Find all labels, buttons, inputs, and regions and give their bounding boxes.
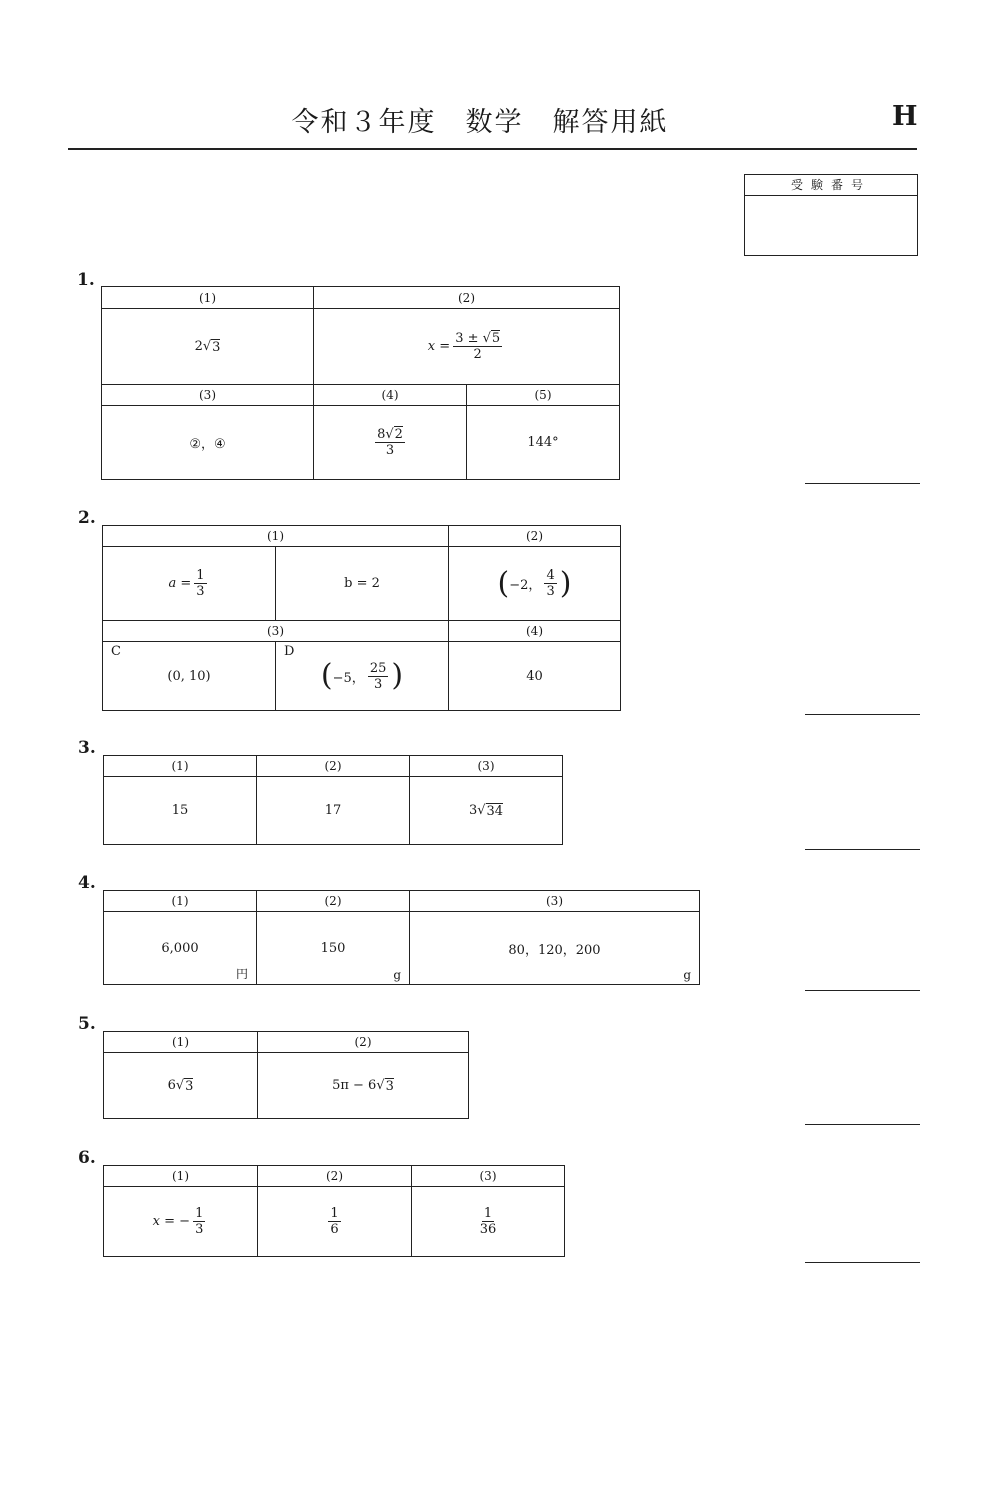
- q1-a4-num-pre: 8√: [377, 427, 394, 442]
- q4-a2-value: 150: [320, 940, 346, 956]
- q2-a2-x: −2，: [509, 578, 542, 593]
- q6-score-line[interactable]: [805, 1262, 920, 1263]
- q6-a1-eq: = −: [164, 1214, 191, 1229]
- q6-answer-1[interactable]: [103, 1186, 258, 1257]
- q2-answer-1b[interactable]: b = 2: [275, 546, 449, 621]
- q3-score-line[interactable]: [805, 849, 920, 850]
- q2-header-1: (1): [102, 525, 449, 547]
- q2-a3-d-fraction: [368, 661, 389, 692]
- q1-header-1: (1): [101, 286, 314, 309]
- q4-answer-1[interactable]: [103, 911, 257, 985]
- q2-a1a-eq: =: [180, 576, 192, 591]
- q1-answer-4[interactable]: [313, 405, 467, 480]
- q2-answer-2[interactable]: [448, 546, 621, 621]
- q2-a2-num: 4: [546, 568, 555, 583]
- q1-answer-3[interactable]: ②，④: [101, 405, 314, 480]
- q6-header-1: (1): [103, 1165, 258, 1187]
- q1-a2-eq: =: [439, 339, 451, 354]
- q2-answer-1a[interactable]: [102, 546, 276, 621]
- q1-a2-num-rad: 5: [491, 331, 501, 346]
- q2-header-4: (4): [448, 620, 621, 642]
- q1-header-2: (2): [313, 286, 620, 309]
- q2-a3-d-num: 25: [369, 660, 387, 676]
- question-3-number: 3.: [78, 738, 96, 758]
- q1-a1-coef: 2: [194, 339, 203, 354]
- q1-header-4: (4): [313, 384, 467, 406]
- q5-score-line[interactable]: [805, 1124, 920, 1125]
- q3-a3-coef: 3: [468, 803, 478, 818]
- q2-header-3: (3): [102, 620, 449, 642]
- q2-answer-3c[interactable]: [102, 641, 276, 711]
- q2-a1a-fraction: [194, 568, 206, 599]
- q6-a1-fraction: [193, 1206, 205, 1237]
- q2-a3d-open-paren: (: [320, 658, 333, 693]
- q6-a3-den: 36: [479, 1222, 497, 1237]
- q2-a2-open-paren: (: [497, 565, 510, 601]
- q2-a3d-close-paren: ): [391, 658, 404, 693]
- q2-a2-fraction: [544, 568, 556, 599]
- q1-score-line[interactable]: [805, 483, 920, 484]
- q4-unit-2: g: [393, 968, 401, 982]
- q6-header-3: (3): [411, 1165, 565, 1187]
- q6-a1-den: 3: [195, 1222, 204, 1237]
- q5-a2-pre: 5π − 6: [332, 1078, 377, 1093]
- q6-a3-num: 1: [483, 1206, 493, 1221]
- q2-answer-4[interactable]: 40: [448, 641, 621, 711]
- q1-a4-fraction: [375, 427, 405, 458]
- q4-answer-2[interactable]: [256, 911, 410, 985]
- q1-a2-den: 2: [473, 347, 482, 362]
- q1-a4-num-rad: 2: [394, 427, 403, 442]
- q5-a1-rad: 3: [185, 1078, 194, 1094]
- q3-answer-3[interactable]: 3 √ 34: [409, 776, 563, 845]
- q2-a3-c-label: C: [111, 644, 121, 659]
- q1-header-5: (5): [466, 384, 620, 406]
- q1-a2-lhs: x: [427, 339, 436, 354]
- q4-header-1: (1): [103, 890, 257, 912]
- q3-a3-rad: 34: [486, 803, 504, 819]
- q4-score-line[interactable]: [805, 990, 920, 991]
- q2-a3-d-den: 3: [373, 676, 383, 692]
- q4-a1-value: 6,000: [161, 940, 199, 956]
- exam-number-box[interactable]: [744, 174, 918, 256]
- q4-header-3: (3): [409, 890, 700, 912]
- q1-answer-1[interactable]: 2 √ 3: [101, 308, 314, 385]
- q6-answer-2[interactable]: [257, 1186, 412, 1257]
- q4-unit-1: 円: [235, 967, 248, 981]
- q2-a3-c-value: (0, 10): [167, 668, 211, 684]
- q2-a1a-lhs: a: [168, 576, 177, 591]
- q1-a2-fraction: [453, 331, 502, 362]
- question-1-number: 1.: [77, 270, 95, 290]
- q3-header-2: (2): [256, 755, 410, 777]
- q5-answer-1[interactable]: 6 √ 3: [103, 1052, 258, 1119]
- q6-a2-den: 6: [330, 1222, 339, 1237]
- q4-header-2: (2): [256, 890, 410, 912]
- q2-a3-d-label: D: [284, 644, 295, 659]
- q2-a2-close-paren: ): [559, 565, 572, 601]
- q2-score-line[interactable]: [805, 714, 920, 715]
- q3-header-1: (1): [103, 755, 257, 777]
- question-6-number: 6.: [78, 1148, 96, 1168]
- q1-answer-5[interactable]: 144°: [466, 405, 620, 480]
- q6-a2-fraction: [328, 1206, 340, 1237]
- q5-a1-coef: 6: [167, 1078, 176, 1093]
- q4-a3-value: 80，120，200: [508, 942, 601, 958]
- q2-header-2: (2): [448, 525, 621, 547]
- q3-header-3: (3): [409, 755, 563, 777]
- q1-header-3: (3): [101, 384, 314, 406]
- page-title: 令和３年度 数学 解答用紙: [291, 107, 669, 138]
- q3-answer-1[interactable]: 15: [103, 776, 257, 845]
- q2-a1a-den: 3: [196, 584, 205, 599]
- exam-number-label: 受験番号: [745, 175, 917, 196]
- q6-a1-num: 1: [195, 1206, 204, 1221]
- question-5-number: 5.: [78, 1014, 96, 1034]
- q2-a1a-num: 1: [196, 568, 205, 583]
- q1-answer-2[interactable]: [313, 308, 620, 385]
- q1-a1-rad: 3: [212, 339, 221, 355]
- q6-header-2: (2): [257, 1165, 412, 1187]
- q2-answer-3d[interactable]: [275, 641, 449, 711]
- q5-header-1: (1): [103, 1031, 258, 1053]
- q5-a2-rad: 3: [385, 1078, 394, 1094]
- q1-a2-num-pre: 3 ± √: [455, 331, 491, 346]
- q6-a3-fraction: [478, 1206, 499, 1237]
- q6-a2-num: 1: [330, 1206, 339, 1221]
- q5-answer-2[interactable]: 5π − 6 √ 3: [257, 1052, 469, 1119]
- q6-a1-lhs: x: [152, 1214, 160, 1229]
- q2-a3-d-x: −5，: [332, 670, 365, 686]
- q4-unit-3: g: [683, 968, 691, 982]
- q4-answer-3[interactable]: [409, 911, 700, 985]
- q6-answer-3[interactable]: [411, 1186, 565, 1257]
- q5-header-2: (2): [257, 1031, 469, 1053]
- grade-letter: H: [892, 101, 918, 132]
- q1-a4-den: 3: [385, 443, 395, 458]
- q2-a2-den: 3: [546, 584, 555, 599]
- q3-answer-2[interactable]: 17: [256, 776, 410, 845]
- question-2-number: 2.: [78, 508, 96, 528]
- header-rule: [68, 148, 917, 150]
- question-4-number: 4.: [78, 873, 96, 893]
